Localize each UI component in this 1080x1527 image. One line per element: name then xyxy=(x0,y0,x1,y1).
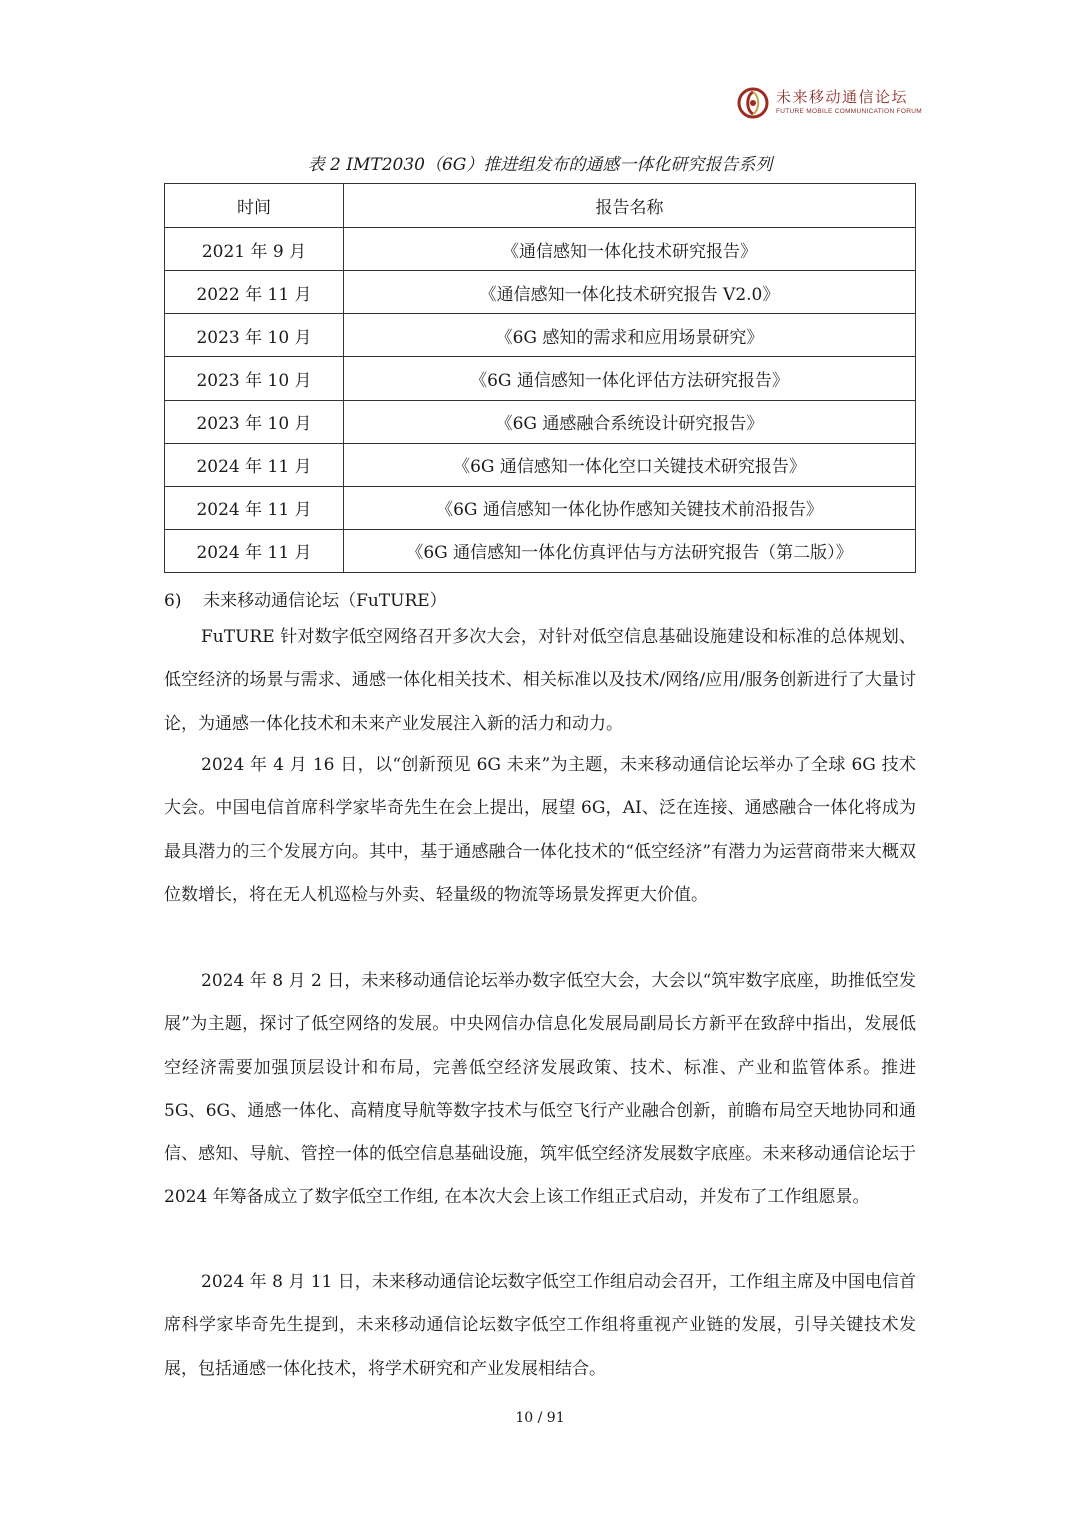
table-row xyxy=(165,486,916,529)
cell-report-name: 《6G 通信感知一体化评估方法研究报告》 xyxy=(344,357,916,400)
logo-chinese-text: 未来移动通信论坛 xyxy=(776,88,909,107)
header-time: 时间 xyxy=(165,184,344,228)
cell-time: 2024 年 11 月 xyxy=(165,443,344,486)
forum-logo-icon xyxy=(736,86,770,120)
cell-report-name: 《通信感知一体化技术研究报告》 xyxy=(344,228,916,271)
cell-time: 2023 年 10 月 xyxy=(165,357,344,400)
cell-report-name: 《6G 通感融合系统设计研究报告》 xyxy=(344,400,916,443)
table-row xyxy=(165,529,916,572)
cell-time: 2023 年 10 月 xyxy=(165,400,344,443)
table-row xyxy=(165,357,916,400)
table-row xyxy=(165,400,916,443)
cell-report-name: 《6G 感知的需求和应用场景研究》 xyxy=(344,314,916,357)
table-row xyxy=(165,443,916,486)
table-row xyxy=(165,271,916,314)
logo-english-text: FUTURE MOBILE COMMUNICATION FORUM xyxy=(776,108,922,116)
cell-time: 2024 年 11 月 xyxy=(165,486,344,529)
page-number: 10 / 91 xyxy=(515,1410,565,1426)
cell-report-name: 《6G 通信感知一体化仿真评估与方法研究报告（第二版）》 xyxy=(344,529,916,572)
forum-logo xyxy=(736,86,922,120)
header-report-name: 报告名称 xyxy=(344,184,916,228)
paragraph: FuTURE 针对数字低空网络召开多次大会，对针对低空信息基础设施建设和标准的总体规划、低空经济的场景与需求、通感一体化相关技术、相关标准以及技术/网络/应用/服务创新进行了大量讨论，为通感一体化技术和未来产业发展注入新的活力和动力。 xyxy=(164,627,916,734)
cell-time: 2021 年 9 月 xyxy=(165,228,344,271)
cell-time: 2023 年 10 月 xyxy=(165,314,344,357)
paragraph: 2024 年 4 月 16 日，以“创新预见 6G 未来”为主题，未来移动通信论坛举办了全球 6G 技术大会。中国电信首席科学家毕奇先生在会上提出，展望 6G，AI、泛在连接、通感融合一体化将成为最具潜力的三个发展方向。其中，基于通感融合一体化技术的“低空经济”有潜力为运营商带来大概双位数增长，将在无人机巡检与外卖、轻量级的物流等场景发挥更大价值。 xyxy=(164,755,916,905)
table-row xyxy=(165,228,916,271)
cell-report-name: 《通信感知一体化技术研究报告 V2.0》 xyxy=(344,271,916,314)
cell-time: 2022 年 11 月 xyxy=(165,271,344,314)
paragraph: 2024 年 8 月 11 日，未来移动通信论坛数字低空工作组启动会召开，工作组主席及中国电信首席科学家毕奇先生提到，未来移动通信论坛数字低空工作组将重视产业链的发展，引导关键技术发展，包括通感一体化技术，将学术研究和产业发展相结合。 xyxy=(164,1272,916,1379)
paragraph: 2024 年 8 月 2 日，未来移动通信论坛举办数字低空大会，大会以“筑牢数字底座，助推低空发展”为主题，探讨了低空网络的发展。中央网信办信息化发展局副局长方新平在致辞中指出，发展低空经济需要加强顶层设计和布局，完善低空经济发展政策、技术、标准、产业和监管体系。推进 5G、6G、通感一体化、高精度导航等数字技术与低空飞行产业融合创新，前瞻布局空天地协同和通信、感知、导航、管控一体的低空信息基础设施，筑牢低空经济发展数字底座。未来移动通信论坛于 2024 年筹备成立了数字低空工作组, 在本次大会上该工作组正式启动，并发布了工作组愿景。 xyxy=(164,971,916,1208)
table-row xyxy=(165,314,916,357)
cell-report-name: 《6G 通信感知一体化空口关键技术研究报告》 xyxy=(344,443,916,486)
section-heading: 6) 未来移动通信论坛（FuTURE） xyxy=(164,591,447,611)
table-header-row xyxy=(165,184,916,228)
report-table xyxy=(164,183,916,573)
cell-report-name: 《6G 通信感知一体化协作感知关键技术前沿报告》 xyxy=(344,486,916,529)
cell-time: 2024 年 11 月 xyxy=(165,529,344,572)
table-caption: 表 2 IMT2030（6G）推进组发布的通感一体化研究报告系列 xyxy=(307,155,773,175)
